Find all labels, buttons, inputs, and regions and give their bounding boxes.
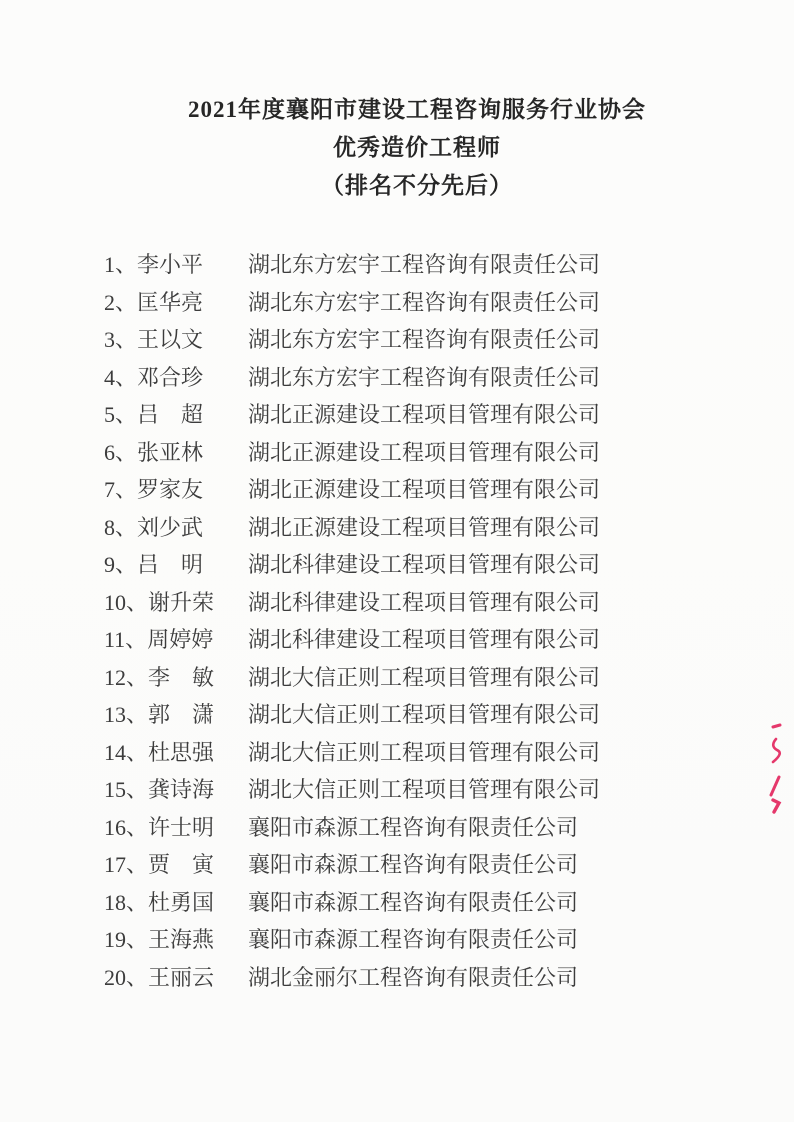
list-item-left: [104, 734, 248, 772]
entry-company: 湖北正源建设工程项目管理有限公司: [248, 402, 601, 427]
entry-number: 10、: [104, 589, 149, 615]
list-item: [104, 284, 794, 322]
list-item-left: [104, 509, 248, 547]
list-item-left: [104, 434, 248, 472]
list-item: [104, 434, 794, 472]
entry-name: 王以文: [137, 327, 204, 352]
red-ink-marks-icon: [750, 710, 790, 820]
entry-name: 王丽云: [148, 964, 215, 990]
entry-number: 20、: [104, 964, 149, 990]
entry-company: 襄阳市森源工程咨询有限责任公司: [248, 889, 579, 915]
list-item-left: [104, 471, 248, 509]
entry-number: 17、: [104, 852, 149, 877]
entry-name: 龚诗海: [148, 777, 215, 802]
list-item: [104, 396, 794, 434]
list-item: [104, 321, 794, 359]
list-item-left: [104, 584, 248, 622]
list-item-left: [104, 546, 248, 584]
entry-company: 湖北大信正则工程项目管理有限公司: [248, 777, 601, 802]
title-line-3: （排名不分先后）: [321, 173, 513, 198]
entry-company: 襄阳市森源工程咨询有限责任公司: [248, 927, 579, 952]
list-item-left: [104, 809, 248, 847]
entry-number: 9、: [104, 552, 138, 577]
list-item: [104, 884, 794, 922]
list-item: [104, 809, 794, 847]
entry-name: 贾 寅: [148, 852, 215, 877]
entry-company: 湖北科律建设工程项目管理有限公司: [248, 552, 601, 577]
entry-company: 湖北科律建设工程项目管理有限公司: [248, 589, 601, 615]
list-item: [104, 659, 794, 697]
entry-number: 19、: [104, 927, 149, 952]
list-item-left: [104, 696, 248, 734]
entry-name: 刘少武: [137, 514, 204, 540]
award-list: [104, 246, 794, 996]
list-item-left: [104, 359, 248, 397]
list-item: [104, 771, 794, 809]
entry-number: 6、: [104, 439, 138, 465]
entry-company: 湖北东方宏宇工程咨询有限责任公司: [248, 327, 601, 352]
entry-company: 湖北正源建设工程项目管理有限公司: [248, 439, 601, 465]
list-item-left: [104, 659, 248, 697]
list-item-left: [104, 959, 248, 997]
list-item: [104, 509, 794, 547]
entry-company: 湖北东方宏宇工程咨询有限责任公司: [248, 364, 601, 390]
entry-number: 7、: [104, 477, 138, 502]
entry-name: 李小平: [137, 252, 204, 277]
list-item-left: [104, 246, 248, 284]
entry-name: 邓合珍: [137, 364, 204, 390]
entry-number: 15、: [104, 777, 149, 802]
list-item: [104, 959, 794, 997]
list-item-left: [104, 284, 248, 322]
list-item-left: [104, 846, 248, 884]
entry-number: 5、: [104, 402, 138, 427]
list-item-left: [104, 321, 248, 359]
entry-company: 湖北东方宏宇工程咨询有限责任公司: [248, 252, 601, 277]
list-item: [104, 734, 794, 772]
entry-number: 4、: [104, 364, 138, 390]
list-item: [104, 246, 794, 284]
entry-name: 匡华亮: [137, 289, 204, 315]
entry-name: 谢升荣: [148, 589, 215, 615]
title-line-2: 优秀造价工程师: [333, 135, 501, 160]
list-item-left: [104, 396, 248, 434]
list-item: [104, 921, 794, 959]
list-item: [104, 584, 794, 622]
entry-company: 湖北大信正则工程项目管理有限公司: [248, 739, 601, 765]
entry-name: 李 敏: [148, 664, 215, 690]
entry-name: 吕 明: [137, 552, 204, 577]
list-item: [104, 359, 794, 397]
entry-number: 3、: [104, 327, 138, 352]
entry-name: 许士明: [148, 814, 215, 840]
entry-number: 8、: [104, 514, 138, 540]
entry-number: 14、: [104, 739, 149, 765]
title-line-1: 2021年度襄阳市建设工程咨询服务行业协会: [188, 97, 646, 122]
list-item-left: [104, 921, 248, 959]
list-item: [104, 621, 794, 659]
entry-company: 湖北东方宏宇工程咨询有限责任公司: [248, 289, 601, 315]
list-item: [104, 546, 794, 584]
entry-company: 襄阳市森源工程咨询有限责任公司: [248, 852, 579, 877]
entry-name: 罗家友: [137, 477, 204, 502]
entry-name: 王海燕: [148, 927, 215, 952]
entry-number: 1、: [104, 252, 138, 277]
list-item-left: [104, 771, 248, 809]
entry-company: 湖北科律建设工程项目管理有限公司: [248, 627, 601, 652]
entry-name: 周婷婷: [147, 627, 214, 652]
list-item-left: [104, 884, 248, 922]
entry-name: 吕 超: [137, 402, 204, 427]
entry-company: 襄阳市森源工程咨询有限责任公司: [248, 814, 579, 840]
document-title: [40, 91, 794, 205]
entry-number: 16、: [104, 814, 149, 840]
entry-name: 郭 潇: [148, 702, 215, 727]
list-item: [104, 696, 794, 734]
entry-number: 11、: [104, 627, 148, 652]
entry-company: 湖北正源建设工程项目管理有限公司: [248, 477, 601, 502]
entry-name: 张亚林: [137, 439, 204, 465]
entry-number: 2、: [104, 289, 138, 315]
list-item-left: [104, 621, 248, 659]
entry-company: 湖北正源建设工程项目管理有限公司: [248, 514, 601, 540]
entry-company: 湖北金丽尔工程咨询有限责任公司: [248, 964, 579, 990]
list-item: [104, 471, 794, 509]
entry-company: 湖北大信正则工程项目管理有限公司: [248, 664, 601, 690]
entry-number: 13、: [104, 702, 149, 727]
entry-name: 杜勇国: [148, 889, 215, 915]
entry-company: 湖北大信正则工程项目管理有限公司: [248, 702, 601, 727]
entry-number: 12、: [104, 664, 149, 690]
entry-number: 18、: [104, 889, 149, 915]
entry-name: 杜思强: [148, 739, 215, 765]
list-item: [104, 846, 794, 884]
